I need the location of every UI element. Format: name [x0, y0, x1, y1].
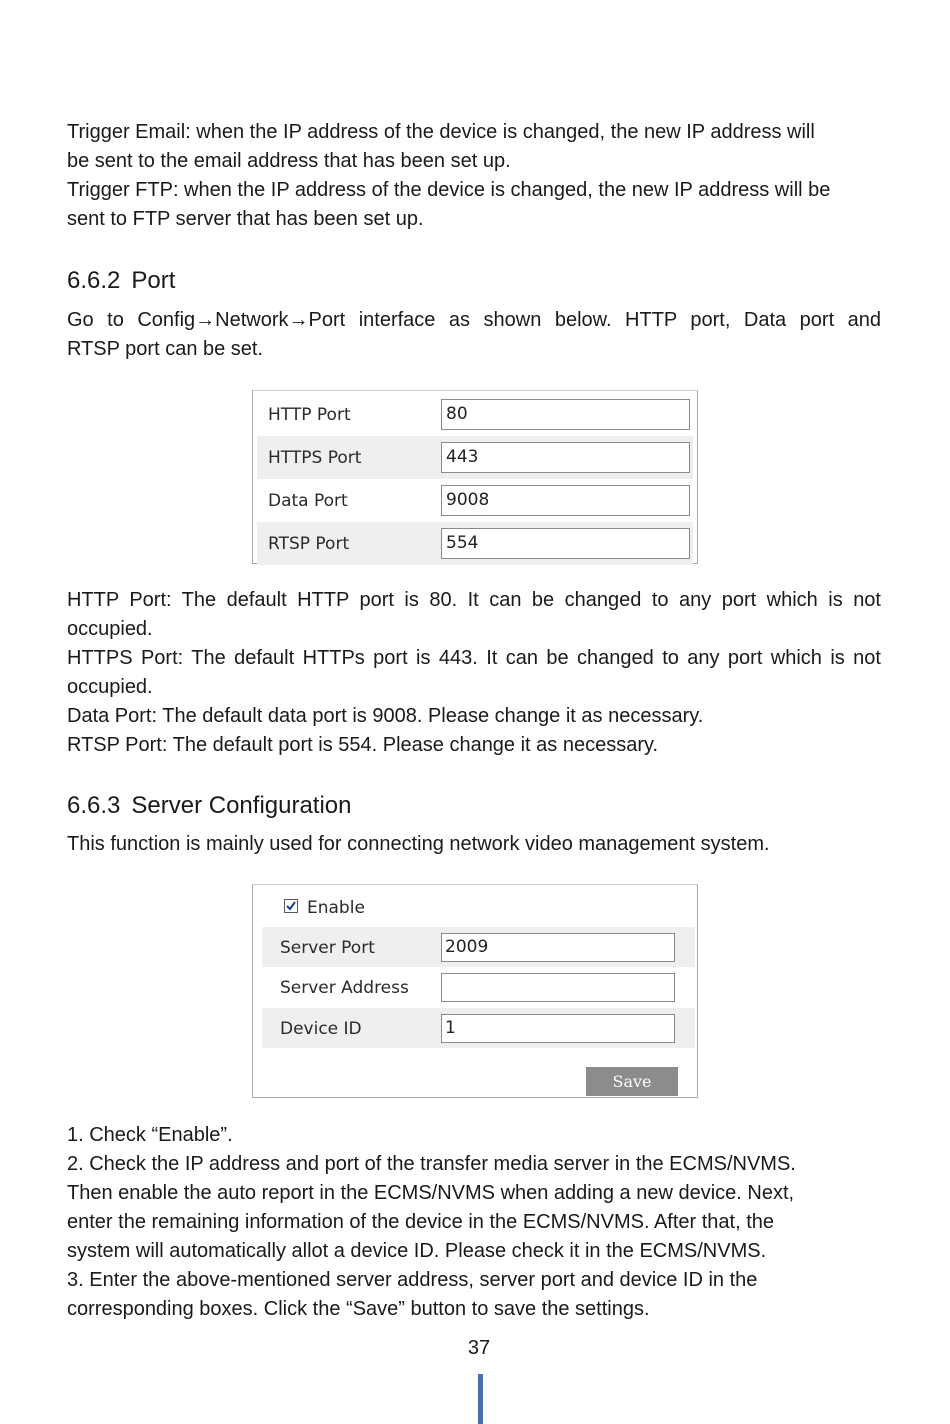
text-line: 3. Enter the above-mentioned server address, server port and device ID in the — [67, 1269, 758, 1291]
http-port-row — [257, 393, 693, 436]
text-line: occupied. — [67, 676, 153, 698]
server-port-label: Server Port — [280, 938, 375, 958]
server-address-input[interactable] — [441, 973, 675, 1002]
server-port-row — [262, 927, 695, 967]
section-title: Server Configuration — [131, 792, 352, 819]
rtsp-port-input[interactable]: 554 — [441, 528, 690, 559]
server-description: This function is mainly used for connecting network video management system. — [67, 833, 770, 855]
server-address-row — [262, 967, 695, 1007]
save-button[interactable]: Save — [586, 1067, 678, 1096]
text-line: be sent to the email address that has been set up. — [67, 150, 511, 172]
text-line: corresponding boxes. Click the “Save” button to save the settings. — [67, 1298, 650, 1320]
http-port-label: HTTP Port — [268, 405, 351, 425]
enable-checkbox[interactable] — [284, 899, 298, 913]
page-footer-bar — [478, 1374, 483, 1424]
rtsp-port-row — [257, 522, 693, 565]
text-line: 1. Check “Enable”. — [67, 1124, 233, 1146]
port-description — [67, 306, 881, 364]
text-line: Then enable the auto report in the ECMS/NVMS when adding a new device. Next, — [67, 1182, 795, 1204]
trigger-email-text — [67, 118, 881, 234]
text-line: Data Port: The default data port is 9008. Please change it as necessary. — [67, 705, 704, 727]
device-id-input[interactable]: 1 — [441, 1014, 675, 1043]
https-port-label: HTTPS Port — [268, 448, 362, 468]
data-port-input[interactable]: 9008 — [441, 485, 690, 516]
text-line: Trigger FTP: when the IP address of the device is changed, the new IP address will be — [67, 179, 831, 201]
port-notes — [67, 586, 881, 760]
checkmark-icon — [285, 900, 297, 912]
http-port-input[interactable]: 80 — [441, 399, 690, 430]
server-config-panel — [252, 884, 698, 1098]
text-line: HTTP Port: The default HTTP port is 80. It can be changed to any port which is not — [67, 589, 881, 611]
data-port-row — [257, 479, 693, 522]
section-heading-port — [67, 267, 175, 295]
server-steps — [67, 1121, 881, 1324]
text-line: enter the remaining information of the device in the ECMS/NVMS. After that, the — [67, 1211, 775, 1233]
text-line: sent to FTP server that has been set up. — [67, 208, 424, 230]
server-port-input[interactable]: 2009 — [441, 933, 675, 962]
rtsp-port-label: RTSP Port — [268, 534, 350, 554]
enable-label: Enable — [307, 898, 365, 918]
server-address-label: Server Address — [280, 978, 409, 998]
section-number: 6.6.3 — [67, 792, 121, 819]
device-id-label: Device ID — [280, 1019, 362, 1039]
text-line: RTSP port can be set. — [67, 338, 264, 360]
text-line: system will automatically allot a device ID. Please check it in the ECMS/NVMS. — [67, 1240, 767, 1262]
text-line: occupied. — [67, 618, 153, 640]
port-settings-panel — [252, 390, 698, 564]
text-line: 2. Check the IP address and port of the transfer media server in the ECMS/NVMS. — [67, 1153, 796, 1175]
text-line: Go to Config→Network→Port interface as shown below. HTTP port, Data port and — [67, 309, 881, 331]
page-number: 37 — [467, 1337, 491, 1359]
text-line: RTSP Port: The default port is 554. Please change it as necessary. — [67, 734, 659, 756]
section-number: 6.6.2 — [67, 267, 121, 294]
text-line: HTTPS Port: The default HTTPs port is 443. It can be changed to any port which is not — [67, 647, 881, 669]
text-line: Trigger Email: when the IP address of the device is changed, the new IP address will — [67, 121, 815, 143]
device-id-row — [262, 1008, 695, 1048]
https-port-row — [257, 436, 693, 479]
https-port-input[interactable]: 443 — [441, 442, 690, 473]
section-heading-server — [67, 792, 352, 820]
section-title: Port — [131, 267, 176, 294]
data-port-label: Data Port — [268, 491, 348, 511]
